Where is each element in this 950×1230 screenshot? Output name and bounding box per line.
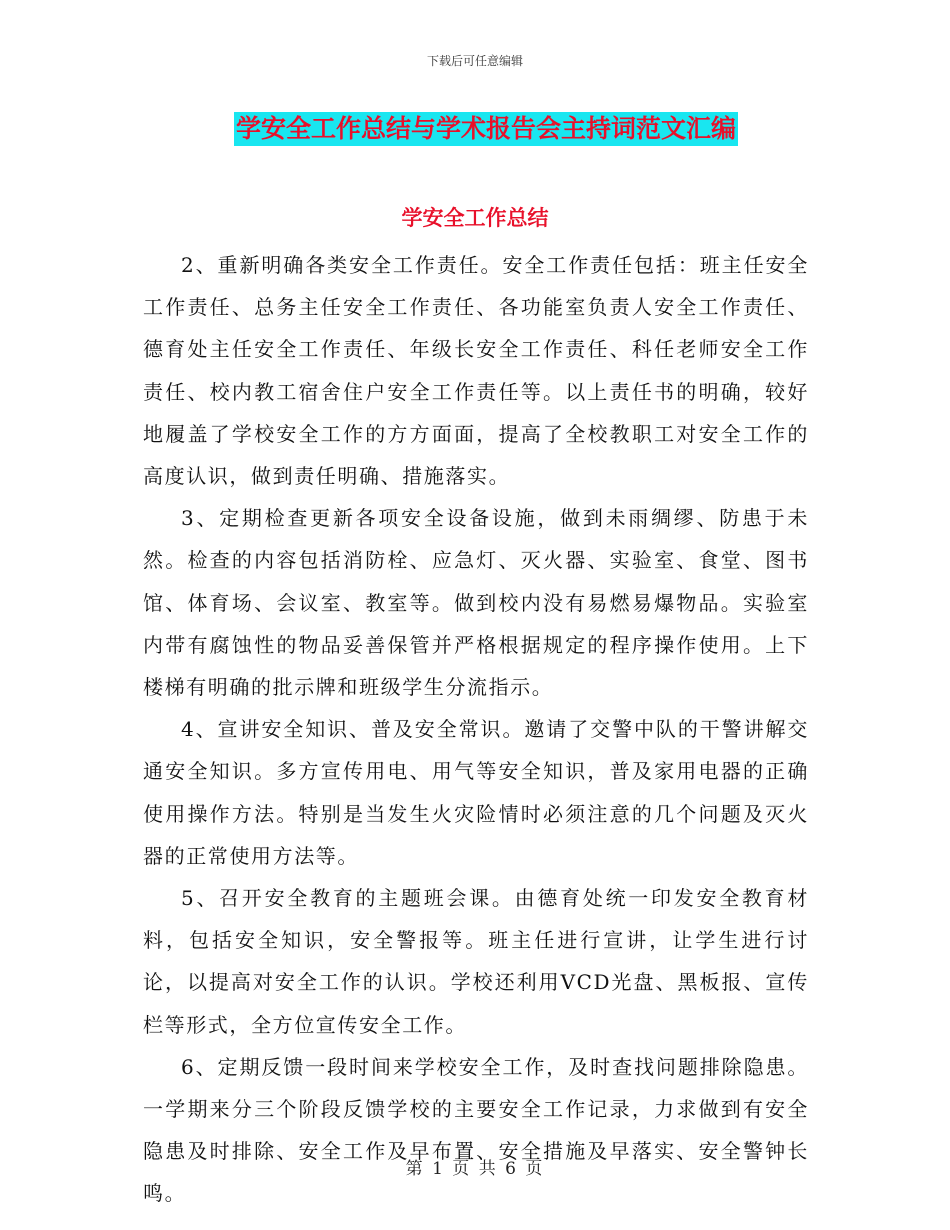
paragraph-item-5: 5、召开安全教育的主题班会课。由德育处统一印发安全教育材料，包括安全知识，安全警报等。班主任进行宣讲，让学生进行讨论，以提高对安全工作的认识。学校还利用VCD光盘、黑板报、宣传栏等形式，全方位宣传安全工作。 [143,886,809,1037]
paragraph-item-3: 3、定期检查更新各项安全设备设施，做到未雨绸缪、防患于未然。检查的内容包括消防栓、应急灯、灭火器、实验室、食堂、图书馆、体育场、会议室、教室等。做到校内没有易燃易爆物品。实验室内带有腐蚀性的物品妥善保管并严格根据规定的程序操作使用。上下楼梯有明确的批示牌和班级学生分流指示。 [143,506,809,700]
paragraph-item-2: 2、重新明确各类安全工作责任。安全工作责任包括：班主任安全工作责任、总务主任安全工作责任、各功能室负责人安全工作责任、德育处主任安全工作责任、年级长安全工作责任、科任老师安全工作责任、校内教工宿舍住户安全工作责任等。以上责任书的明确，较好地履盖了学校安全工作的方方面面，提高了全校教职工对安全工作的高度认识，做到责任明确、措施落实。 [143,253,809,489]
page-number: 第 1 页 共 6 页 [405,1159,545,1179]
page-header-note: 下载后可任意编辑 [426,54,523,68]
paragraph-item-4: 4、宣讲安全知识、普及安全常识。邀请了交警中队的干警讲解交通安全知识。多方宣传用电、用气等安全知识，普及家用电器的正确使用操作方法。特别是当发生火灾险情时必须注意的几个问题及灭火器的正常使用方法等。 [143,717,809,868]
paragraph-item-6: 6、定期反馈一段时间来学校安全工作，及时查找问题排除隐患。一学期来分三个阶段反馈学校的主要安全工作记录，力求做到有安全隐患及时排除、安全工作及早布置、安全措施及早落实、安全警钟长鸣。 [143,1054,809,1206]
document-body [143,244,809,1215]
document-title: 学安全工作总结与学术报告会主持词范文汇编 [234,112,738,146]
section-title: 学安全工作总结 [401,206,549,230]
